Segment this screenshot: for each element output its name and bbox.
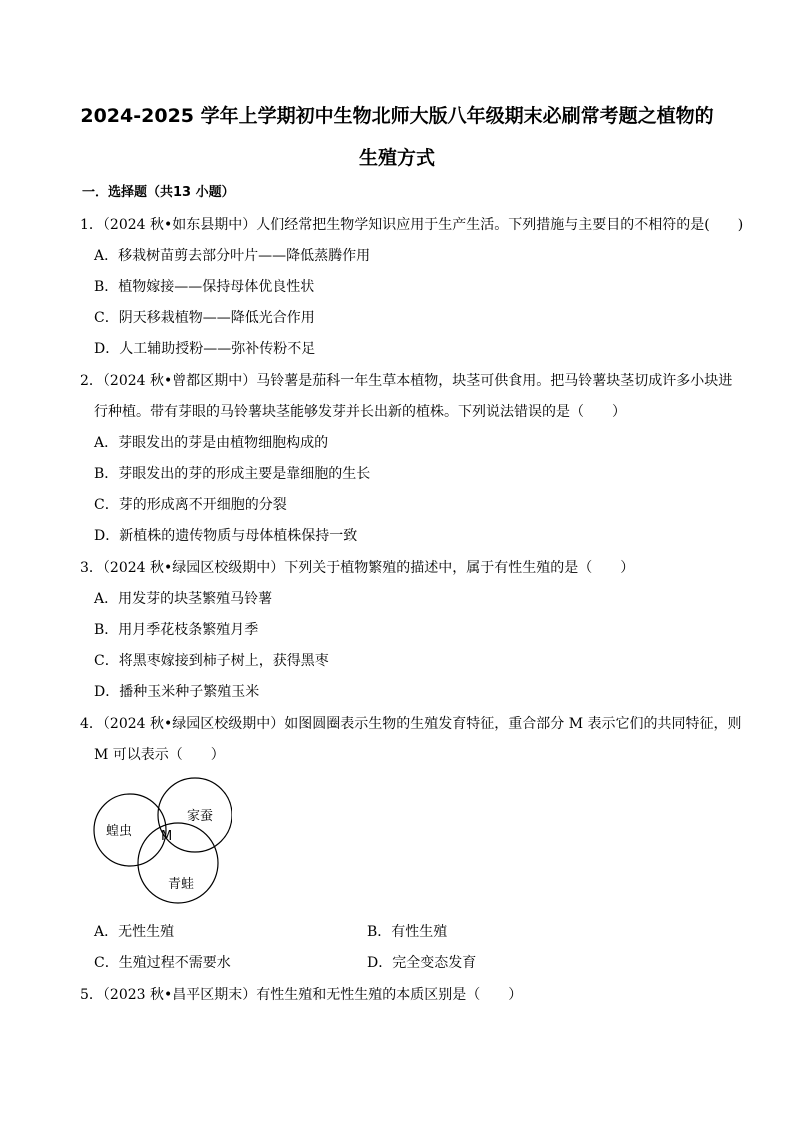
- question-1-option-d: D．人工辅助授粉——弥补传粉不足: [94, 341, 316, 357]
- question-3-stem: 3．（2024 秋•绿园区校级期中）下列关于植物繁殖的描述中，属于有性生殖的是（ ）: [80, 560, 635, 576]
- question-3-option-b: B．用月季花枝条繁殖月季: [94, 622, 259, 638]
- venn-label-frog: 青蛙: [168, 877, 195, 892]
- page-title-line-2: 生殖方式: [358, 147, 435, 169]
- venn-label-silkworm: 家蚕: [187, 809, 214, 824]
- question-4-stem-continued: M 可以表示（ ）: [94, 747, 225, 763]
- venn-label-overlap: M: [161, 829, 173, 844]
- question-3-option-c: C．将黑枣嫁接到柿子树上，获得黑枣: [94, 653, 329, 669]
- page-title-line-1: 2024-2025 学年上学期初中生物北师大版八年级期末必刷常考题之植物的: [80, 105, 714, 127]
- question-4-option-a: A．无性生殖: [94, 924, 175, 940]
- question-1-option-a: A．移栽树苗剪去部分叶片——降低蒸腾作用: [94, 248, 371, 264]
- question-2-option-d: D．新植株的遗传物质与母体植株保持一致: [94, 528, 358, 544]
- question-2-option-c: C．芽的形成离不开细胞的分裂: [94, 497, 287, 513]
- venn-label-locust: 蝗虫: [106, 824, 133, 839]
- question-4-option-b: B．有性生殖: [367, 924, 448, 940]
- question-5-stem: 5．（2023 秋•昌平区期末）有性生殖和无性生殖的本质区别是（ ）: [80, 987, 523, 1003]
- question-1-option-b: B．植物嫁接——保持母体优良性状: [94, 279, 315, 295]
- question-1-stem: 1．（2024 秋•如东县期中）人们经常把生物学知识应用于生产生活。下列措施与主要目的不相符的是( ): [80, 217, 744, 233]
- question-3-option-a: A．用发芽的块茎繁殖马铃薯: [94, 591, 273, 607]
- question-2-option-a: A．芽眼发出的芽是由植物细胞构成的: [94, 435, 329, 451]
- section-heading: 一．选择题（共13 小题）: [82, 185, 235, 200]
- question-4-option-c: C．生殖过程不需要水: [94, 955, 231, 971]
- question-4-stem: 4．（2024 秋•绿园区校级期中）如图圆圈表示生物的生殖发育特征，重合部分 M 表示它们的共同特征，则: [80, 716, 742, 732]
- question-4-option-d: D．完全变态发育: [367, 955, 477, 971]
- question-2-stem: 2．（2024 秋•曾都区期中）马铃薯是茄科一年生草本植物，块茎可供食用。把马铃薯块茎切成许多小块进: [80, 373, 733, 389]
- question-2-stem-continued: 行种植。带有芽眼的马铃薯块茎能够发芽并长出新的植株。下列说法错误的是（ ）: [94, 404, 626, 420]
- venn-diagram: [92, 775, 232, 905]
- question-2-option-b: B．芽眼发出的芽的形成主要是靠细胞的生长: [94, 466, 371, 482]
- question-3-option-d: D．播种玉米种子繁殖玉米: [94, 684, 260, 700]
- question-1-option-c: C．阴天移栽植物——降低光合作用: [94, 310, 315, 326]
